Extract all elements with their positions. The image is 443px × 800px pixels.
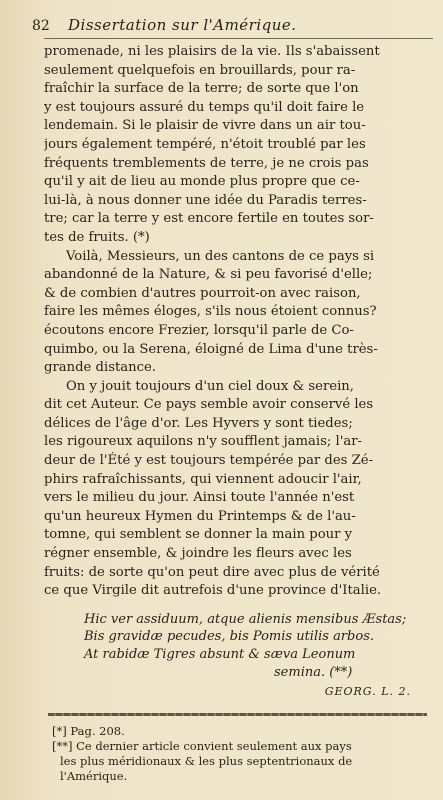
latin-verse	[44, 611, 433, 701]
paragraph-line: grande distance.	[44, 360, 157, 376]
quote-line: les rigoureux aquilons n'y soufflent jamais; l'ar-	[44, 434, 362, 450]
footnote-continuation: les plus méridionaux & les plus septentrionaux de	[60, 753, 353, 768]
quote-line: vers le milieu du jour. Ainsi toute l'année n'est	[44, 490, 355, 506]
verse-line: Hic ver assiduum, atque alienis mensibus Æstas;	[84, 611, 407, 627]
page-number: 82	[32, 18, 50, 34]
text-line: tes de fruits. (*)	[44, 229, 150, 245]
quote-line: dit cet Auteur. Ce pays semble avoir conservé les	[44, 397, 374, 413]
verse-line: Bis gravidæ pecudes, bis Pomis utilis arbos.	[84, 629, 375, 645]
quote-line: régner ensemble, & joindre les fleurs avec les	[44, 546, 352, 562]
text-line: lui-là, à nous donner une idée du Paradis terres-	[44, 192, 367, 208]
quote-line: fruits: de sorte qu'on peut dire avec plus de vérité	[44, 564, 380, 580]
text-line: qu'il y ait de lieu au monde plus propre que ce-	[44, 174, 360, 190]
quote-line: tomne, qui semblent se donner la main pour y	[44, 527, 353, 543]
text-line: tre; car la terre y est encore fertile en toutes sor-	[44, 211, 374, 227]
main-text	[44, 43, 433, 601]
footnote-continuation: l'Amérique.	[60, 768, 128, 783]
verse-line: semina. (**)	[274, 664, 353, 680]
quote-line: deur de l'Été y est toujours tempérée par des Zé-	[44, 453, 374, 469]
paragraph-line: abandonné de la Nature, & si peu favorisé d'elle;	[44, 267, 373, 283]
paragraph-line: & de combien d'autres pourroit-on avec raison,	[44, 285, 361, 301]
footnotes	[44, 724, 433, 784]
verse-line: At rabidæ Tigres absunt & sæva Leonum	[84, 647, 356, 662]
paragraph-line: écoutons encore Frezier, lorsqu'il parle de Co-	[44, 322, 354, 338]
paragraph-line: quimbo, ou la Serena, éloigné de Lima d'une très-	[44, 341, 378, 357]
footnote: [*] Pag. 208.	[52, 723, 125, 738]
text-line: seulement quelquefois en brouillards, pour ra-	[44, 62, 356, 78]
footnote: [**] Ce dernier article convient seulement aux pays	[52, 738, 352, 753]
paragraph-line: Voilà, Messieurs, un des cantons de ce pays si	[66, 248, 375, 264]
quote-line: délices de l'âge d'or. Les Hyvers y sont tiedes;	[44, 415, 353, 431]
quote-line: qu'un heureux Hymen du Printemps & de l'au-	[44, 508, 356, 524]
text-line: fréquents tremblements de terre, je ne crois pas	[44, 155, 369, 171]
text-line: y est toujours assuré du temps qu'il doit faire le	[44, 99, 365, 115]
quote-line: ce que Virgile dit autrefois d'une province d'Italie.	[44, 583, 382, 599]
text-line: jours également tempéré, n'étoit troublé par les	[44, 136, 366, 152]
paragraph-line: faire les mêmes éloges, s'ils nous étoient connus?	[44, 304, 377, 320]
verse-attribution: GEORG. L. 2.	[324, 685, 411, 699]
text-line: fraîchir la surface de la terre; de sorte que l'on	[44, 81, 359, 97]
text-line: promenade, ni les plaisirs de la vie. Ils s'abaissent	[44, 44, 380, 59]
page-header	[32, 16, 433, 39]
text-line: lendemain. Si le plaisir de vivre dans un air tou-	[44, 118, 366, 134]
quote-line: On y jouit toujours d'un ciel doux & serein,	[66, 378, 354, 394]
running-title: Dissertation sur l'Amérique.	[68, 16, 297, 34]
footnote-rule	[48, 713, 427, 716]
quote-line: phirs rafraîchissants, qui viennent adoucir l'air,	[44, 471, 362, 487]
